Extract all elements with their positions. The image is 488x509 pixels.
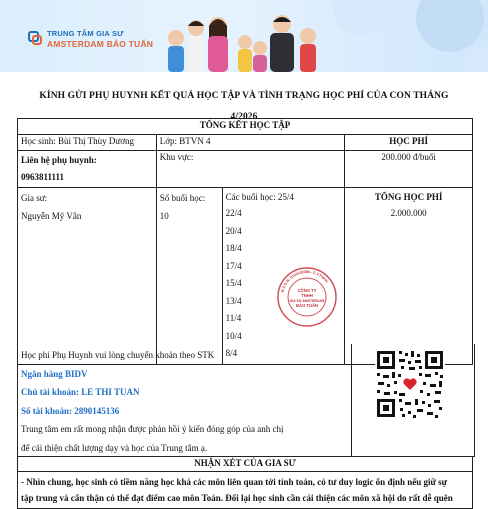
total-fee-label: TỔNG HỌC PHÍ bbox=[374, 192, 443, 202]
sessions-cell bbox=[156, 188, 222, 365]
account-number: Số tài khoản: 2890145136 bbox=[21, 405, 120, 416]
company-stamp bbox=[276, 266, 338, 328]
total-fee-cell bbox=[345, 188, 473, 365]
payment-intro: Học phí Phụ Huynh vui lòng chuyển khoản theo STK bbox=[21, 350, 215, 360]
review-title: NHẬN XÉT CỦA GIA SƯ bbox=[18, 457, 473, 472]
class-name: Lớp: BTVN 4 bbox=[156, 135, 345, 151]
stamp-text-4: BẢO TUẤN bbox=[295, 303, 319, 308]
heading-line1: KÍNH GỬI PHỤ HUYNH KẾT QUẢ HỌC TẬP VÀ TÌNH TRẠNG HỌC PHÍ CỦA CON THÁNG bbox=[39, 91, 449, 101]
student-name: Học sinh: Bùi Thị Thùy Dương bbox=[18, 135, 157, 151]
tutor-review-table bbox=[17, 456, 473, 509]
brand-logo-icon bbox=[28, 31, 42, 45]
decorative-bubbles bbox=[330, 0, 488, 72]
session-date: 8/4 bbox=[225, 348, 238, 358]
fee-header: HỌC PHÍ bbox=[345, 135, 473, 151]
sessions-value: 10 bbox=[159, 211, 169, 221]
stamp-text-1: CÔNG TY bbox=[297, 288, 317, 293]
payment-section bbox=[17, 344, 475, 457]
stamp-ring-text: M.S.D.N: 0110540088 - C.T.TNHH bbox=[280, 269, 329, 293]
tutor-cell bbox=[18, 188, 157, 365]
session-date: 10/4 bbox=[225, 330, 242, 341]
review-line-1: - Nhìn chung, học sinh có tiềm năng học khá các môn liên quan tới tính toán, có tư duy logic ổn định nếu giữ sự bbox=[21, 477, 448, 487]
students-group-photo bbox=[148, 8, 348, 72]
session-date: 11/4 bbox=[225, 313, 242, 323]
fee-value: 200.000 đ/buổi bbox=[345, 151, 473, 188]
stamp-text-3: GIA SƯ AMSTERDAM bbox=[289, 299, 325, 303]
summary-title: TỔNG KẾT HỌC TẬP bbox=[18, 119, 473, 135]
review-content bbox=[18, 472, 473, 509]
session-dates-label: Các buổi học: 25/4 bbox=[225, 192, 294, 202]
session-date: 13/4 bbox=[225, 295, 242, 306]
sessions-label: Số buổi học: bbox=[159, 193, 206, 203]
brand-name-line2: AMSTERDAM BẢO TUẤN bbox=[47, 39, 154, 49]
account-holder: Chủ tài khoản: LE THI TUAN bbox=[21, 387, 140, 397]
feedback-note-2: để cải thiện chất lượng dạy và học của Trung tâm ạ. bbox=[21, 442, 208, 453]
parent-contact-label: Liên hệ phụ huynh: bbox=[21, 155, 97, 165]
session-date: 18/4 bbox=[225, 243, 242, 253]
total-fee-value: 2.000.000 bbox=[390, 208, 427, 218]
brand-name-line1: TRUNG TÂM GIA SƯ bbox=[47, 29, 124, 38]
bank-name: Ngân hàng BIDV bbox=[21, 368, 88, 379]
review-line-2: tập trung và cẩn thận có thể đạt điểm cao môn Toán. Đối lại học sinh cần cải thiện các môn xã hội do rất dễ quên bbox=[21, 493, 453, 503]
session-date: 20/4 bbox=[225, 225, 242, 236]
session-date: 17/4 bbox=[225, 260, 242, 271]
heading-line2: 4/2026 bbox=[230, 112, 258, 122]
payment-details bbox=[21, 346, 346, 457]
summary-table bbox=[17, 118, 473, 365]
tutor-label: Gia sư: bbox=[21, 193, 48, 203]
session-date: 22/4 bbox=[225, 208, 242, 218]
payment-qr-code[interactable] bbox=[375, 349, 445, 419]
feedback-note-1: Trung tâm em rất mong nhận được phản hồi ý kiến đóng góp của anh chị bbox=[21, 424, 284, 434]
tutor-name: Nguyễn Mỹ Vân bbox=[21, 211, 82, 221]
area: Khu vực: bbox=[156, 151, 345, 188]
stamp-text-2: TNHH bbox=[301, 293, 313, 298]
header-banner bbox=[0, 0, 488, 72]
parent-contact bbox=[18, 151, 157, 188]
divider bbox=[351, 344, 352, 456]
session-date: 15/4 bbox=[225, 278, 242, 288]
parent-phone: 0963811111 bbox=[21, 172, 65, 182]
